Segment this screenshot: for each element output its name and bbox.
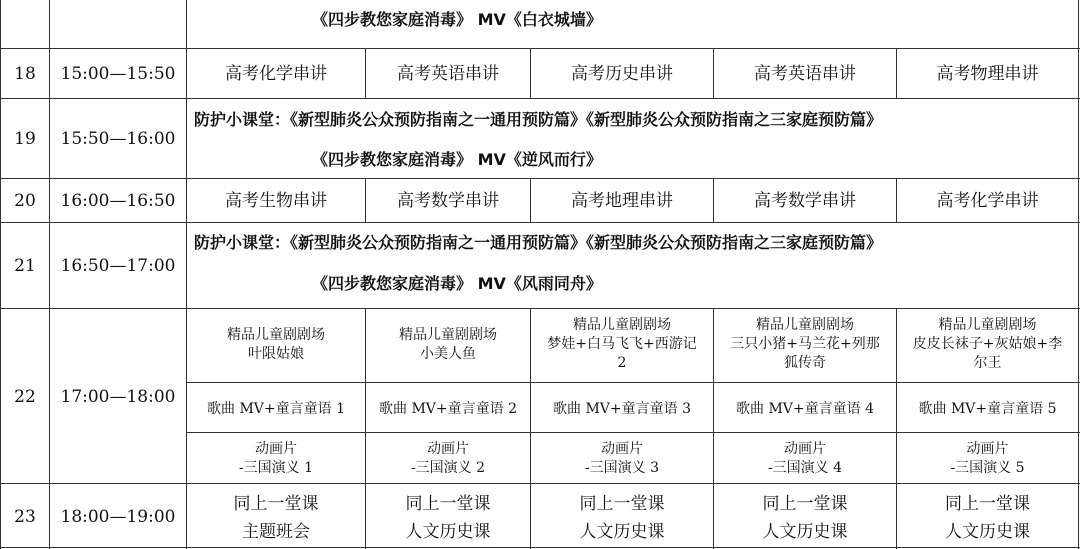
drama-cell: 精品儿童剧剧场 叶限姑娘	[227, 327, 325, 362]
drama-cell: 精品儿童剧剧场 梦娃+白马飞飞+西游记 2	[547, 317, 697, 371]
drama-cell: 精品儿童剧剧场 皮皮长袜子+灰姑娘+李 尔王	[912, 317, 1063, 371]
row-number: 20	[14, 191, 36, 211]
course-cell: 高考地理串讲	[571, 191, 673, 211]
song-cell: 歌曲 MV+童言童语 5	[918, 401, 1057, 417]
time-slot: 16:00—16:50	[60, 191, 176, 211]
row-number: 21	[14, 256, 36, 276]
rule	[0, 308, 1080, 309]
cartoon-cell: 动画片 -三国演义 4	[767, 441, 843, 476]
cartoon-cell: 动画片 -三国演义 3	[584, 441, 660, 476]
class-cell: 同上一堂课 主题班会	[233, 494, 319, 542]
course-cell: 高考英语串讲	[397, 64, 499, 84]
rule	[0, 483, 1080, 484]
program-note: 防护小课堂：《新型肺炎公众预防指南之一通用预防篇》《新型肺炎公众预防指南之三家庭预防篇》	[194, 233, 883, 252]
rule	[1078, 0, 1079, 549]
class-cell: 同上一堂课 人文历史课	[579, 494, 665, 542]
drama-cell: 精品儿童剧剧场 小美人鱼	[399, 327, 497, 362]
cartoon-cell: 动画片 -三国演义 2	[410, 441, 486, 476]
drama-cell: 精品儿童剧剧场 三只小猪+马兰花+列那 狐传奇	[730, 317, 880, 371]
song-cell: 歌曲 MV+童言童语 4	[736, 401, 874, 417]
class-cell: 同上一堂课 人文历史课	[945, 494, 1030, 542]
course-cell: 高考化学串讲	[225, 64, 327, 84]
time-slot: 16:50—17:00	[60, 256, 176, 276]
song-cell: 歌曲 MV+童言童语 2	[379, 401, 517, 417]
rule	[0, 178, 1080, 179]
cartoon-cell: 动画片 -三国演义 1	[238, 441, 314, 476]
class-cell: 同上一堂课 人文历史课	[762, 494, 848, 542]
course-cell: 高考物理串讲	[936, 64, 1039, 84]
course-cell: 高考化学串讲	[936, 191, 1039, 211]
time-slot: 18:00—19:00	[60, 507, 176, 527]
course-cell: 高考数学串讲	[397, 191, 499, 211]
course-cell: 高考生物串讲	[225, 191, 327, 211]
cartoon-cell: 动画片 -三国演义 5	[950, 441, 1025, 476]
song-cell: 歌曲 MV+童言童语 3	[553, 401, 691, 417]
course-cell: 高考英语串讲	[754, 64, 856, 84]
row-number: 23	[14, 507, 36, 527]
time-slot: 17:00—18:00	[60, 387, 176, 407]
course-cell: 高考历史串讲	[571, 64, 673, 84]
program-note: 《四步教您家庭消毒》 MV《风雨同舟》	[312, 274, 602, 293]
rule	[0, 48, 1080, 49]
program-note: 防护小课堂：《新型肺炎公众预防指南之一通用预防篇》《新型肺炎公众预防指南之三家庭预防篇》	[194, 110, 883, 129]
course-cell: 高考数学串讲	[754, 191, 856, 211]
time-slot: 15:00—15:50	[60, 64, 176, 84]
rule	[0, 547, 1080, 548]
row-number: 22	[14, 387, 36, 407]
time-slot: 15:50—16:00	[60, 129, 176, 149]
rule	[186, 432, 1080, 433]
song-cell: 歌曲 MV+童言童语 1	[207, 401, 345, 417]
row-number: 19	[14, 129, 36, 149]
rule	[0, 98, 1080, 99]
program-note: 《四步教您家庭消毒》 MV《逆风而行》	[312, 150, 602, 169]
row-number: 18	[14, 64, 36, 84]
rule	[186, 382, 1080, 383]
class-cell: 同上一堂课 人文历史课	[405, 494, 491, 542]
rule	[0, 222, 1080, 223]
program-note: 《四步教您家庭消毒》 MV《白衣城墙》	[312, 10, 602, 29]
